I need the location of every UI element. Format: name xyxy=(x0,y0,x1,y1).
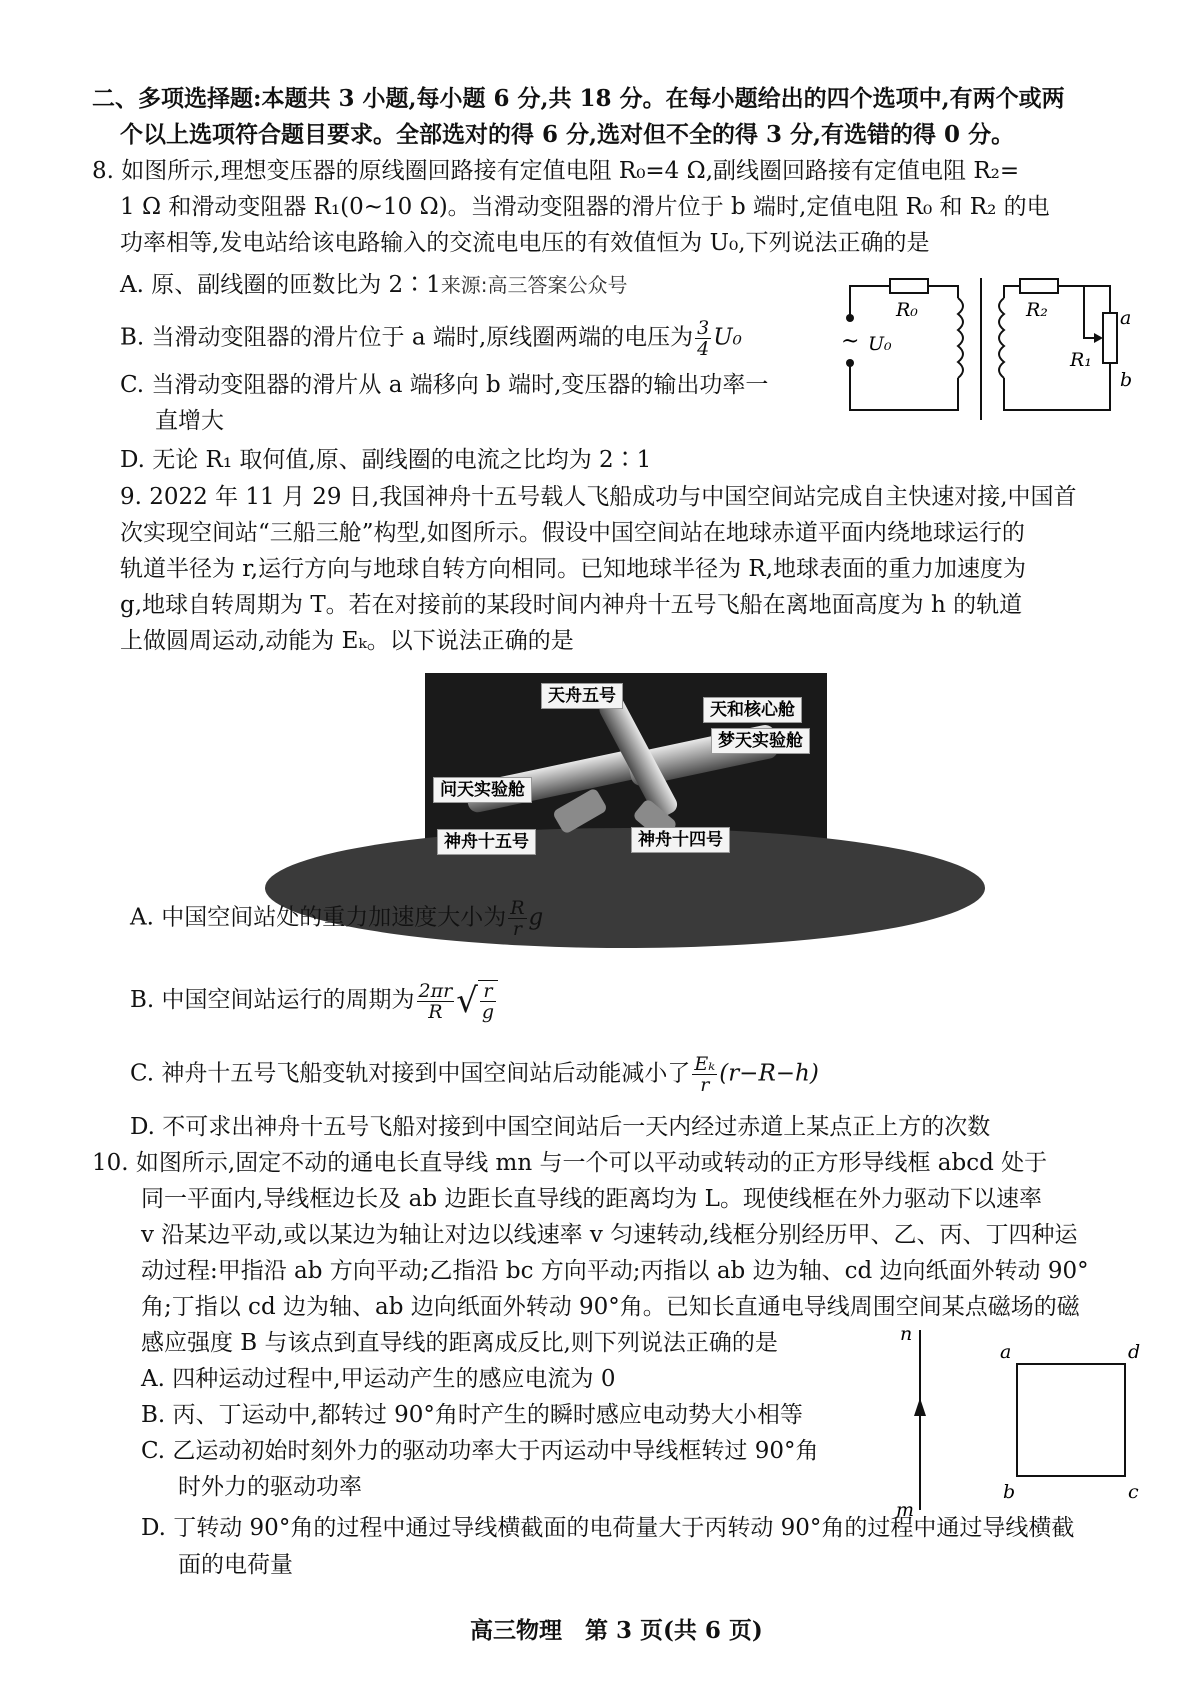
transformer-circuit-diagram xyxy=(830,268,1133,428)
section-header-line-2: 个以上选项符合题目要求。全部选对的得 6 分,选对但不全的得 3 分,有选错的得 0 分。 xyxy=(120,121,1015,148)
q8-stem-line-1: 8. 如图所示,理想变压器的原线圈回路接有定值电阻 R₀=4 Ω,副线圈回路接有定值电阻 R₂= xyxy=(92,158,1020,184)
label-b: b xyxy=(1003,1481,1016,1503)
watermark-text: 来源:高三答案公众号 xyxy=(440,273,628,297)
label-shenzhou-15: 神舟十五号 xyxy=(437,829,536,855)
label-mengtian-lab: 梦天实验舱 xyxy=(711,728,810,754)
q9-b-numerator: 2πr xyxy=(418,979,453,1002)
q9-stem-line-4: g,地球自转周期为 T。若在对接前的某段时间内神舟十五号飞船在离地面高度为 h 的轨道 xyxy=(120,592,1023,618)
label-u0: U₀ xyxy=(868,333,892,355)
label-m: m xyxy=(896,1499,915,1521)
q9-c-denominator: r xyxy=(700,1074,710,1096)
label-wentian-lab: 问天实验舱 xyxy=(433,777,532,803)
q10-stem-line-3: v 沿某边平动,或以某边为轴让对边以线速率 v 匀速转动,线框分别经历甲、乙、丙、丁四种运 xyxy=(141,1222,1078,1248)
section-header-line-1: 二、多项选择题:本题共 3 小题,每小题 6 分,共 18 分。在每小题给出的四个选项中,有两个或两 xyxy=(92,85,1065,112)
q8-option-b-fraction xyxy=(695,318,711,359)
q9-b-sqrt-inner xyxy=(478,980,498,1022)
primary-coil xyxy=(958,298,963,378)
label-r1: R₁ xyxy=(1070,349,1092,371)
current-direction-arrow-icon xyxy=(914,1398,926,1416)
q9-option-b-sqrt xyxy=(456,980,498,1022)
q9-option-a-suffix: g xyxy=(528,904,544,931)
q8-stem-line-2: 1 Ω 和滑动变阻器 R₁(0~10 Ω)。当滑动变阻器的滑片位于 b 端时,定值电阻 R₀ 和 R₂ 的电 xyxy=(120,194,1050,220)
q8-option-d: D. 无论 R₁ 取何值,原、副线圈的电流之比均为 2∶1 xyxy=(120,447,652,473)
q9-option-a-text: A. 中国空间站处的重力加速度大小为 xyxy=(130,904,507,931)
label-tianzhou-5: 天舟五号 xyxy=(541,683,623,709)
q9-stem-line-5: 上做圆周运动,动能为 Eₖ。以下说法正确的是 xyxy=(120,628,574,654)
input-terminal-bottom xyxy=(846,359,854,367)
label-n: n xyxy=(900,1323,913,1345)
wire-frame-diagram xyxy=(880,1320,1170,1520)
q9-option-d: D. 不可求出神舟十五号飞船对接到中国空间站后一天内经过赤道上某点正上方的次数 xyxy=(130,1114,991,1140)
space-station-photo xyxy=(425,673,827,877)
page-footer: 高三物理 第 3 页(共 6 页) xyxy=(470,1617,763,1644)
label-d: d xyxy=(1128,1341,1141,1363)
q9-b-sqrt-fraction xyxy=(480,981,496,1022)
label-r2: R₂ xyxy=(1026,299,1048,321)
q9-option-b-text: B. 中国空间站运行的周期为 xyxy=(130,987,415,1013)
q9-option-c-suffix: (r−R−h) xyxy=(719,1060,819,1087)
q8-option-b xyxy=(120,318,742,359)
q10-option-d-line-2: 面的电荷量 xyxy=(178,1552,293,1578)
q10-stem-line-1: 10. 如图所示,固定不动的通电长直导线 mn 与一个可以平动或转动的正方形导线框 abcd 处于 xyxy=(92,1150,1048,1176)
q10-option-b: B. 丙、丁运动中,都转过 90°角时产生的瞬时感应电动势大小相等 xyxy=(141,1402,803,1428)
label-end-a: a xyxy=(1120,307,1132,329)
slider-arrow xyxy=(1094,333,1103,343)
q8-option-b-suffix: U₀ xyxy=(713,324,742,351)
q10-option-a: A. 四种运动过程中,甲运动产生的感应电流为 0 xyxy=(141,1366,616,1392)
q9-stem-line-1: 9. 2022 年 11 月 29 日,我国神舟十五号载人飞船成功与中国空间站完成自主快速对接,中国首 xyxy=(120,484,1077,510)
q10-stem-line-2: 同一平面内,导线框边长及 ab 边距长直导线的距离均为 L。现使线框在外力驱动下以速率 xyxy=(141,1186,1042,1212)
label-c: c xyxy=(1128,1481,1139,1503)
q9-a-numerator: R xyxy=(510,897,525,919)
q10-option-d-line-1: D. 丁转动 90°角的过程中通过导线横截面的电荷量大于丙转动 90°角的过程中通过导线横截 xyxy=(141,1515,1075,1541)
q10-stem-line-6: 感应强度 B 与该点到直导线的距离成反比,则下列说法正确的是 xyxy=(141,1330,778,1356)
q8-option-c-line-2: 直增大 xyxy=(155,408,224,434)
q8-stem-line-3: 功率相等,发电站给该电路输入的交流电电压的有效值恒为 U₀,下列说法正确的是 xyxy=(120,230,930,256)
label-tianhe-core-module: 天和核心舱 xyxy=(703,697,802,723)
secondary-coil xyxy=(999,298,1004,378)
r0-resistor xyxy=(890,279,928,293)
label-end-b: b xyxy=(1120,369,1133,391)
q8-b-denominator: 4 xyxy=(697,338,710,360)
square-frame-abcd xyxy=(1017,1364,1125,1476)
q9-stem-line-3: 轨道半径为 r,运行方向与地球自转方向相同。已知地球半径为 R,地球表面的重力加速度为 xyxy=(120,556,1027,582)
q9-option-c-fraction xyxy=(692,1054,717,1095)
q10-option-c-line-2: 时外力的驱动功率 xyxy=(178,1474,362,1500)
q9-option-a xyxy=(130,898,543,939)
q9-b-sqrt-denominator: g xyxy=(481,1001,495,1023)
q10-option-c-line-1: C. 乙运动初始时刻外力的驱动功率大于丙运动中导线框转过 90°角 xyxy=(141,1438,819,1464)
q9-c-numerator: Eₖ xyxy=(694,1053,716,1075)
r1-slide-rheostat xyxy=(1103,313,1117,363)
q9-b-denominator: R xyxy=(428,1000,443,1023)
q10-stem-line-5: 角;丁指以 cd 边为轴、ab 边向纸面外转动 90°角。已知长直通电导线周围空间某点磁场的磁 xyxy=(141,1294,1080,1320)
q8-option-a xyxy=(120,268,628,302)
q8-option-c-line-1: C. 当滑动变阻器的滑片从 a 端移向 b 端时,变压器的输出功率一 xyxy=(120,372,769,398)
q9-option-c-text: C. 神舟十五号飞船变轨对接到中国空间站后动能减小了 xyxy=(130,1060,691,1087)
r2-resistor xyxy=(1020,279,1058,293)
label-r0: R₀ xyxy=(896,299,918,321)
q10-stem-line-4: 动过程:甲指沿 ab 方向平动;乙指沿 bc 方向平动;丙指以 ab 边为轴、cd 边向纸面外转动 90° xyxy=(141,1258,1089,1284)
q9-option-a-fraction xyxy=(508,898,526,939)
q9-option-b xyxy=(130,980,498,1022)
q8-option-b-text: B. 当滑动变阻器的滑片位于 a 端时,原线圈两端的电压为 xyxy=(120,324,694,351)
q9-option-b-fraction xyxy=(417,981,455,1022)
input-terminal-top xyxy=(846,314,854,322)
label-ac-source: ~ xyxy=(841,329,860,354)
q8-option-a-text: A. 原、副线圈的匝数比为 2∶1 xyxy=(120,272,441,298)
q9-a-denominator: r xyxy=(512,918,522,940)
q8-b-numerator: 3 xyxy=(697,317,710,339)
q9-b-sqrt-numerator: r xyxy=(480,981,496,1002)
label-shenzhou-14: 神舟十四号 xyxy=(631,827,730,853)
sqrt-radical-icon: √ xyxy=(456,981,478,1021)
q9-option-c xyxy=(130,1054,819,1095)
label-a: a xyxy=(1000,1341,1012,1363)
q9-stem-line-2: 次实现空间站“三船三舱”构型,如图所示。假设中国空间站在地球赤道平面内绕地球运行的 xyxy=(120,520,1025,546)
